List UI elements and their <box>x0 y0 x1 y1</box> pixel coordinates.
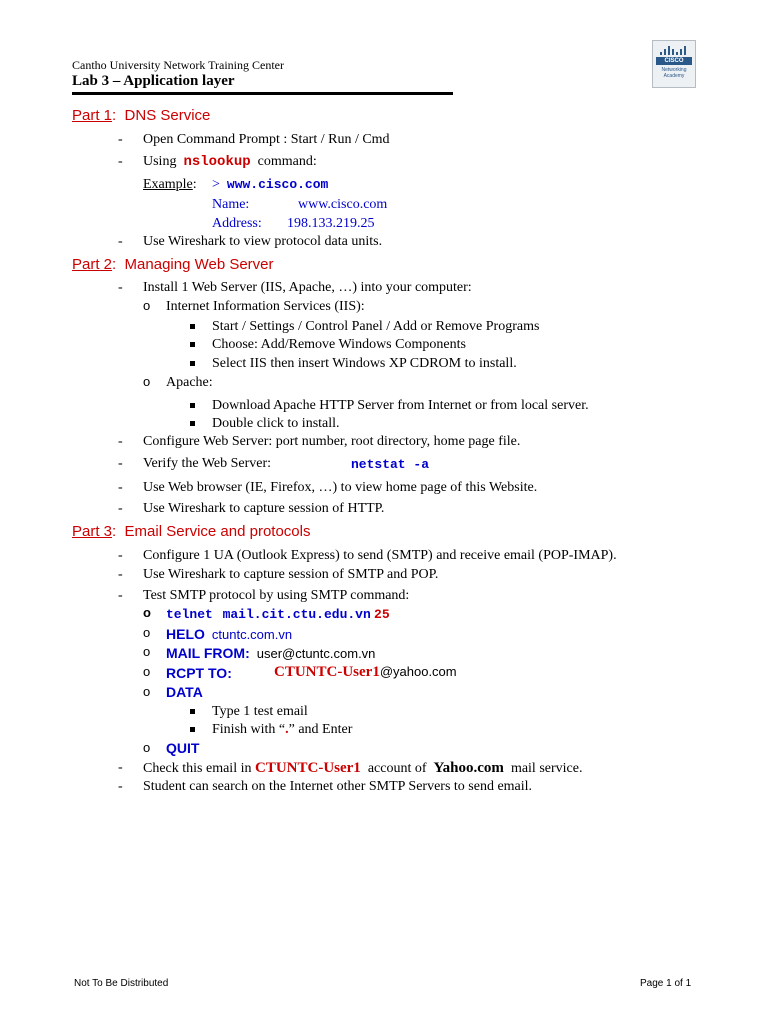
square-bullet-icon <box>190 324 195 329</box>
square-bullet-icon <box>190 361 195 366</box>
item4-post: mail service. <box>510 761 583 776</box>
dash-bullet: - <box>118 456 123 471</box>
telnet-host: mail.cit.ctu.edu.vn <box>222 607 371 622</box>
rcpt-line <box>166 665 232 683</box>
part2-heading <box>72 256 274 274</box>
circle-bullet-icon: o <box>143 605 151 620</box>
quit-cmd: QUIT <box>166 740 200 756</box>
dash-bullet: - <box>118 280 123 295</box>
iis-step-2: Choose: Add/Remove Windows Components <box>212 337 466 352</box>
item4-mid: account of <box>367 761 427 776</box>
dash-bullet: - <box>118 434 123 449</box>
dash-bullet: - <box>118 480 123 495</box>
square-bullet-icon <box>190 727 195 732</box>
dash-bullet: - <box>118 501 123 516</box>
footer-left: Not To Be Distributed <box>74 978 169 989</box>
square-bullet-icon <box>190 403 195 408</box>
telnet-port: 25 <box>374 607 390 622</box>
mail-from-line <box>166 645 375 663</box>
square-bullet-icon <box>190 342 195 347</box>
helo-line <box>166 626 292 644</box>
example-line <box>143 177 197 193</box>
rcpt-arg <box>274 664 457 681</box>
part3-item4 <box>143 760 582 777</box>
circle-bullet-icon: o <box>143 664 151 679</box>
apache-step-2: Double click to install. <box>212 416 340 431</box>
example-query <box>212 177 328 193</box>
data-step-2-dot: . <box>285 722 289 737</box>
example-colon: : <box>192 177 197 192</box>
item4-user: CTUNTC-User1 <box>254 760 361 776</box>
page-title: Lab 3 – Application layer <box>72 73 235 89</box>
footer-page: Page 1 of 1 <box>640 978 692 989</box>
item4-site: Yahoo.com <box>433 760 504 776</box>
address-label: Address: <box>212 216 262 231</box>
circle-bullet-icon: o <box>143 625 151 640</box>
example-label: Example <box>143 177 193 192</box>
rcpt-domain: @yahoo.com <box>379 664 457 679</box>
item2-post: command: <box>257 154 317 169</box>
data-step-2 <box>212 722 352 738</box>
part2-label: Part 2 <box>72 256 113 273</box>
iis-step-3: Select IIS then insert Windows XP CDROM to install. <box>212 356 517 371</box>
part2-sep: : <box>112 256 117 273</box>
circle-bullet-icon: o <box>143 740 151 755</box>
circle-bullet-icon: o <box>143 298 151 313</box>
mail-from-cmd: MAIL FROM: <box>166 645 250 661</box>
part1-label: Part 1 <box>72 107 113 124</box>
helo-arg: ctuntc.com.vn <box>211 627 293 642</box>
name-value: www.cisco.com <box>298 197 388 212</box>
dash-bullet: - <box>118 132 123 147</box>
rcpt-user: CTUNTC-User1 <box>274 664 380 680</box>
part3-label: Part 3 <box>72 523 113 540</box>
address-value: 198.133.219.25 <box>287 216 375 231</box>
nslookup-cmd: nslookup <box>183 154 251 170</box>
part3-title: Email Service and protocols <box>124 523 311 540</box>
dash-bullet: - <box>118 234 123 249</box>
org-name: Cantho University Network Training Center <box>72 58 284 72</box>
data-step-1: Type 1 test email <box>212 704 308 719</box>
dash-bullet: - <box>118 548 123 563</box>
circle-bullet-icon: o <box>143 374 151 389</box>
part2-item4: Use Web browser (IE, Firefox, …) to view home page of this Website. <box>143 480 538 495</box>
mail-from-arg: user@ctuntc.com.vn <box>256 646 376 661</box>
dash-bullet: - <box>118 588 123 603</box>
part3-heading <box>72 523 310 541</box>
part2-item5: Use Wireshark to capture session of HTTP. <box>143 501 385 516</box>
part3-item1: Configure 1 UA (Outlook Express) to send (SMTP) and receive email (POP-IMAP). <box>143 548 617 563</box>
part1-heading <box>72 107 210 125</box>
helo-cmd: HELO <box>166 626 205 642</box>
part2-item1: Install 1 Web Server (IIS, Apache, …) into your computer: <box>143 280 472 295</box>
data-cmd: DATA <box>166 684 203 700</box>
apache-heading: Apache: <box>166 375 213 390</box>
item2-pre: Using <box>143 154 177 169</box>
data-step-2-pre: Finish with “ <box>212 722 286 737</box>
square-bullet-icon <box>190 421 195 426</box>
logo-brand: CISCO <box>656 57 692 65</box>
example-prompt: > <box>212 177 220 192</box>
part3-item5: Student can search on the Internet other SMTP Servers to send email. <box>143 779 533 794</box>
iis-heading: Internet Information Services (IIS): <box>166 299 365 314</box>
apache-step-1: Download Apache HTTP Server from Internet or from local server. <box>212 398 589 413</box>
part2-title: Managing Web Server <box>124 256 274 273</box>
dash-bullet: - <box>118 567 123 582</box>
square-bullet-icon <box>190 709 195 714</box>
dash-bullet: - <box>118 760 123 775</box>
part3-item2: Use Wireshark to capture session of SMTP and POP. <box>143 567 439 582</box>
part3-item3: Test SMTP protocol by using SMTP command: <box>143 588 410 603</box>
dash-bullet: - <box>118 779 123 794</box>
part1-title: DNS Service <box>124 107 211 124</box>
circle-bullet-icon: o <box>143 644 151 659</box>
part1-item1: Open Command Prompt : Start / Run / Cmd <box>143 132 390 147</box>
title-rule <box>72 92 453 95</box>
circle-bullet-icon: o <box>143 684 151 699</box>
logo-caption: Networking Academy <box>661 67 687 79</box>
part1-item3: Use Wireshark to view protocol data units. <box>143 234 383 249</box>
telnet-line <box>166 606 390 622</box>
dash-bullet: - <box>118 154 123 169</box>
part1-sep: : <box>112 107 117 124</box>
part1-item2 <box>143 154 317 170</box>
part2-item3: Verify the Web Server: <box>143 456 272 471</box>
cisco-logo-icon <box>652 40 696 88</box>
part3-sep: : <box>112 523 117 540</box>
iis-step-1: Start / Settings / Control Panel / Add or Remove Programs <box>212 319 540 334</box>
netstat-cmd: netstat -a <box>351 457 430 472</box>
name-label: Name: <box>212 197 250 212</box>
item4-pre: Check this email in <box>143 761 252 776</box>
telnet-cmd: telnet <box>166 607 213 622</box>
rcpt-cmd: RCPT TO: <box>166 665 232 681</box>
data-step-2-post: ” and Enter <box>288 722 353 737</box>
example-host: www.cisco.com <box>226 177 329 192</box>
part2-item2: Configure Web Server: port number, root directory, home page file. <box>143 434 521 449</box>
